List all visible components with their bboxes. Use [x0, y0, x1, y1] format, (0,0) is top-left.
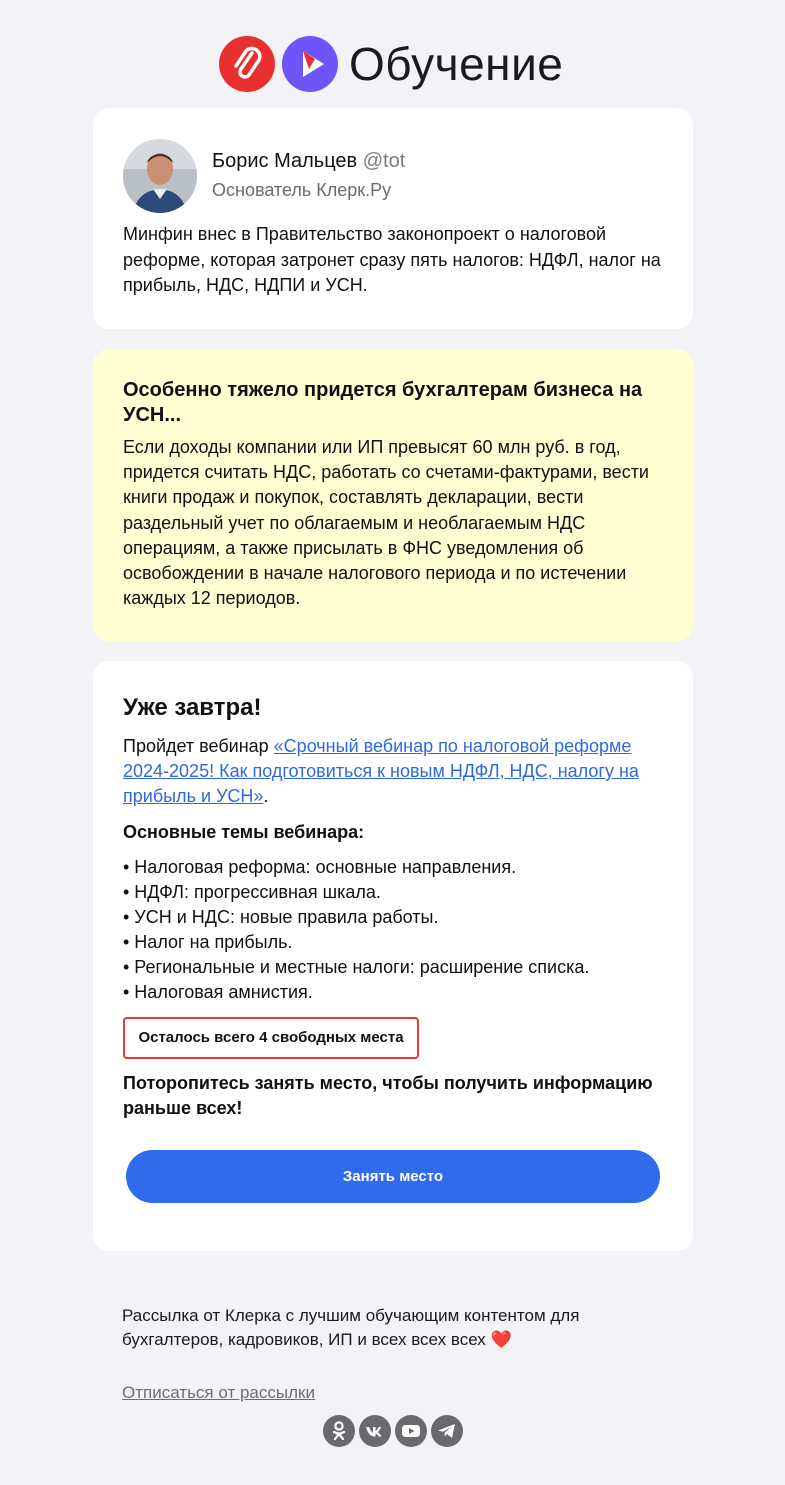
topic-item: • Региональные и местные налоги: расширение списка. — [123, 957, 590, 978]
webinar-intro — [123, 734, 668, 809]
highlight-title: Особенно тяжело придется бухгалтерам бизнеса на УСН... — [123, 379, 643, 426]
topic-item: • Налог на прибыль. — [123, 932, 293, 953]
topics-list — [123, 855, 668, 1006]
header — [0, 34, 785, 94]
odnoklassniki-icon[interactable] — [323, 1415, 355, 1447]
author-handle[interactable]: @tot — [362, 150, 406, 172]
hurry-text: Поторопитесь занять место, чтобы получить информацию раньше всех! — [123, 1073, 653, 1118]
topics-title: Основные темы вебинара: — [123, 822, 365, 842]
author-avatar — [123, 139, 197, 213]
highlight-text: Если доходы компании или ИП превысят 60 млн руб. в год, придется считать НДС, работать со счетами-фактурами, вести книги продаж и покупок, составлять декларации, вести раздельный учет по облагаемым и необлагаемым НДС операциям, а также присылать в ФНС уведомления об освобождении в начале налогового периода и по истечении каждых 12 периодов. — [123, 437, 649, 609]
webinar-link[interactable]: «Срочный вебинар по налоговой реформе 2024-2025! Как подготовиться к новым НДФЛ, НДС, налогу на прибыль и УСН» — [123, 736, 639, 806]
webinar-intro-period: . — [263, 786, 269, 806]
topic-item: • Налоговая амнистия. — [123, 982, 313, 1003]
vk-icon[interactable] — [359, 1415, 391, 1447]
author-post-card — [93, 108, 693, 329]
webinar-intro-text: Пройдет вебинар — [123, 736, 274, 756]
unsubscribe-link[interactable]: Отписаться от рассылки — [122, 1383, 315, 1402]
highlight-card — [93, 349, 693, 641]
webinar-title: Уже завтра! — [123, 694, 262, 721]
brand-title: Обучение — [349, 38, 564, 90]
reserve-seat-button[interactable]: Занять место — [126, 1150, 660, 1203]
footer-text: Рассылка от Клерка с лучшим обучающим контентом для бухгалтеров, кадровиков, ИП и всех всех всех ❤️ — [122, 1306, 580, 1349]
topic-item: • УСН и НДС: новые правила работы. — [123, 907, 439, 928]
webinar-card — [93, 661, 693, 1251]
youtube-icon[interactable] — [395, 1415, 427, 1447]
author-role: Основатель Клерк.Ру — [212, 180, 392, 200]
seats-remaining-badge: Осталось всего 4 свободных места — [123, 1017, 419, 1059]
play-icon[interactable] — [282, 36, 338, 92]
post-text: Минфин внес в Правительство законопроект о налоговой реформе, которая затронет сразу пять налогов: НДФЛ, налог на прибыль, НДС, НДПИ и УСН. — [123, 224, 661, 295]
telegram-icon[interactable] — [431, 1415, 463, 1447]
topic-item: • НДФЛ: прогрессивная шкала. — [123, 882, 381, 903]
topic-item: • Налоговая реформа: основные направления. — [123, 857, 517, 877]
author-name-line — [212, 148, 405, 174]
paperclip-icon[interactable] — [219, 36, 275, 92]
author-name[interactable]: Борис Мальцев — [212, 150, 358, 172]
